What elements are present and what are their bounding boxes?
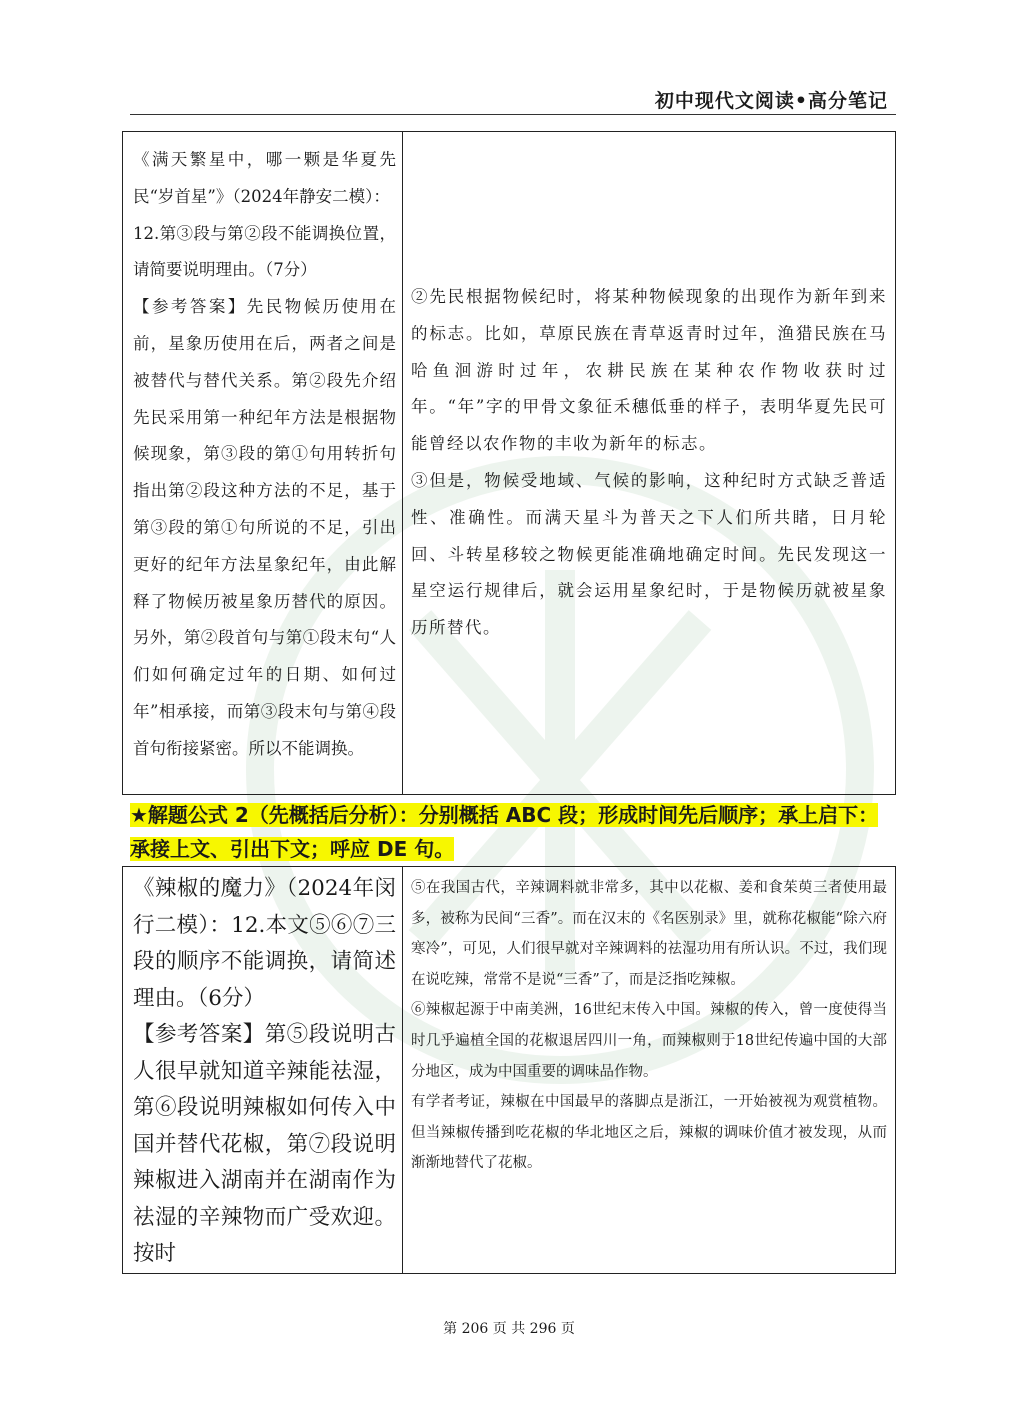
question-text: 12.第③段与第②段不能调换位置，请简要说明理由。（7分） [133,223,396,280]
passage-paragraph: ⑥辣椒起源于中南美洲，16世纪末传入中国。辣椒的传入，曾一度使得当时几乎遍植全国的花椒退居四川一角，而辣椒则于18世纪传遍中国的大部分地区，成为中国重要的调味品作物。 [411,1002,887,1080]
question-table-1 [122,131,896,795]
passage-cell-2 [403,867,896,1274]
passage-paragraph: ③但是，物候受地域、气候的影响，这种纪时方式缺乏普适性、准确性。而满天星斗为普天之下人们所共睹，日月轮回、斗转星移较之物候更能准确地确定时间。先民发现这一星空运行规律后，就会运用星象纪时，于是物候历就被星象历所替代。 [411,471,887,638]
header-title: 初中现代文阅读•高分笔记 [654,90,888,112]
passage-paragraph: ⑤在我国古代，辛辣调料就非常多，其中以花椒、姜和食茱萸三者使用最多，被称为民间“三香”。而在汉末的《名医别录》里，就称花椒能“除六府寒冷”，可见，人们很早就对辛辣调料的祛湿功用有所认识。不过，我们现在说吃辣，常常不是说“三香”了，而是泛指吃辣椒。 [411,880,887,988]
reference-answer: 【参考答案】第⑤段说明古人很早就知道辛辣能祛湿，第⑥段说明辣椒如何传入中国并替代花椒，第⑦段说明辣椒进入湖南并在湖南作为祛湿的辛辣物而广受欢迎。按时 [133,1022,396,1266]
formula-text: ★解题公式 2（先概括后分析）：分别概括 ABC 段；形成时间先后顺序；承上启下：承接上文、引出下文；呼应 DE 句。 [130,803,879,861]
question-cell-1 [123,132,403,795]
question-source: 《满天繁星中，哪一颗是华夏先民“岁首星”》（2024年静安二模）： [133,150,396,206]
question-table-2 [122,866,896,1274]
question-cell-2 [123,867,403,1274]
question-text: 《辣椒的魔力》（2024年闵行二模）：12.本文⑤⑥⑦三段的顺序不能调换，请简述理由。（6分） [133,876,396,1011]
solution-formula [130,798,890,866]
passage-paragraph: ②先民根据物候纪时，将某种物候现象的出现作为新年到来的标志。比如，草原民族在青草返青时过年，渔猎民族在马哈鱼洄游时过年，农耕民族在某种农作物收获时过年。“年”字的甲骨文象征禾穗低垂的样子，表明华夏先民可能曾经以农作物的丰收为新年的标志。 [411,287,887,454]
passage-paragraph: 有学者考证，辣椒在中国最早的落脚点是浙江，一开始被视为观赏植物。但当辣椒传播到吃花椒的华北地区之后，辣椒的调味价值才被发现，从而渐渐地替代了花椒。 [411,1094,887,1172]
page-number: 第 206 页 共 296 页 [443,1321,575,1337]
reference-answer: 【参考答案】先民物候历使用在前，星象历使用在后，两者之间是被替代与替代关系。第②段先介绍先民采用第一种纪年方法是根据物候现象，第③段的第①句用转折句指出第②段这种方法的不足，基于第③段的第①句所说的不足，引出更好的纪年方法星象纪年，由此解释了物候历被星象历替代的原因。另外，第②段首句与第①段末句“人们如何确定过年的日期、如何过年”相承接，而第③段末句与第④段首句衔接紧密。所以不能调换。 [133,297,396,758]
header-divider [130,114,896,115]
passage-cell-1 [403,132,896,795]
